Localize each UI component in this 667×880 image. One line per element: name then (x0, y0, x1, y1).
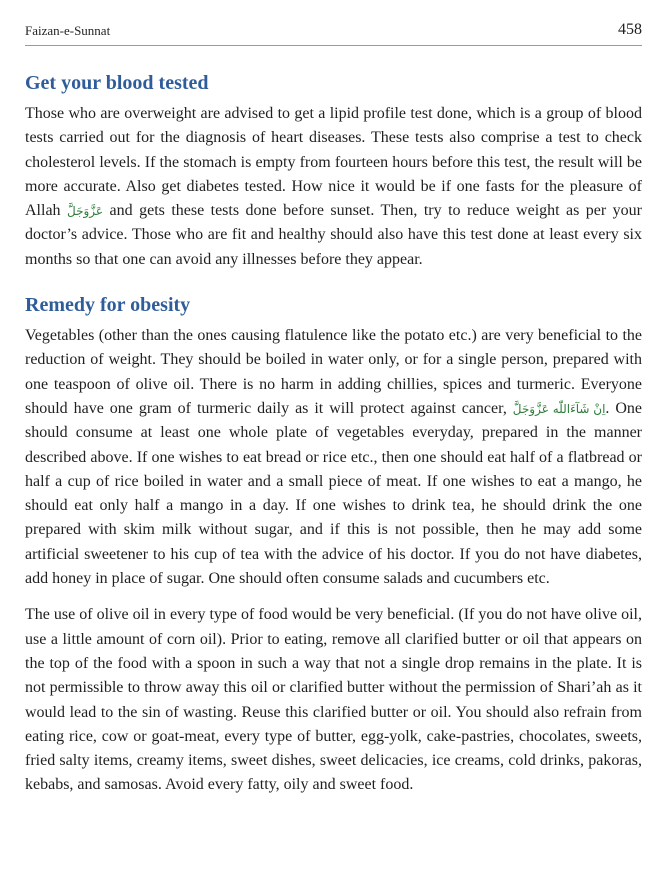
section-heading-blood-test: Get your blood tested (25, 72, 209, 94)
paragraph-text: and gets these tests done before sunset. Then, try to reduce weight as per your doctor’s advice. Those who are fit and healthy should also have this test done at least every six months so that one can avoid any illnesses before they appear. (25, 202, 643, 268)
paragraph-olive-oil: The use of olive oil in every type of food would be very beneficial. (If you do not have olive oil, use a little amount of corn oil). Prior to eating, remove all clarified butter or oil that appears on the top of the food with a spoon in such a way that not a single drop remains in the plate. It is not permissible to throw away this oil or clarified butter without the permission of Shari’ah as it would lead to the sin of wasting. Reuse this clarified butter or oil. You should also refrain from eating rice, cow or goat-meat, every type of butter, egg-yolk, cake-pastries, chocolates, sweets, fried salty items, creamy items, sweet dishes, sweet delicacies, ice creams, cold drinks, pakoras, kebabs, and samosas. Avoid every fatty, oily and sweet food. (25, 606, 642, 794)
arabic-phrase: اِنْ شَآءَاللّٰه عَزَّوَجَلَّ (512, 401, 606, 416)
paragraph-text: Those who are overweight are advised to get a lipid profile test done, which is a group of blood tests carried out for the diagnosis of heart diseases. These tests also comprise a test to check cholesterol levels. If the stomach is empty from fourteen hours before this test, the result will be more accurate. Also get diabetes tested. How nice it would be if one fasts for the pleasure of Allah (25, 105, 642, 220)
paragraph-gap (25, 591, 642, 603)
paragraph-blood-test (25, 102, 642, 272)
paragraph-obesity-remedy (25, 324, 642, 591)
page-number: 458 (618, 21, 642, 38)
arabic-honorific: عَزَّوَجَلَّ (67, 204, 104, 219)
section-heading-obesity: Remedy for obesity (25, 294, 191, 317)
paragraph-text: . One should consume at least one whole plate of vegetables everyday, prepared in the manner described above. If one wishes to eat bread or rice etc., then one should eat half of a flatbread or half a cup of rice boiled in water and a small piece of meat. If one wishes to eat a mango, he should eat only half a mango in a day. If one wishes to drink tea, he should drink the one prepared with skim milk without sugar, and if this is not possible, then he may add some artificial sweetener to his cup of tea with the advice of his doctor. If you do not have diabetes, add honey in place of sugar. One should often consume salads and cucumbers etc. (25, 399, 643, 588)
running-header (25, 0, 642, 46)
book-title: Faizan-e-Sunnat (25, 23, 111, 38)
paragraph-text: Vegetables (other than the ones causing flatulence like the potato etc.) are very beneficial to the reduction of weight. They should be boiled in water only, or for a single person, prepared with one teaspoon of olive oil. There is no harm in adding chillies, spices and turmeric. Everyone should have one gram of turmeric daily as it will protect against cancer, (25, 327, 642, 417)
